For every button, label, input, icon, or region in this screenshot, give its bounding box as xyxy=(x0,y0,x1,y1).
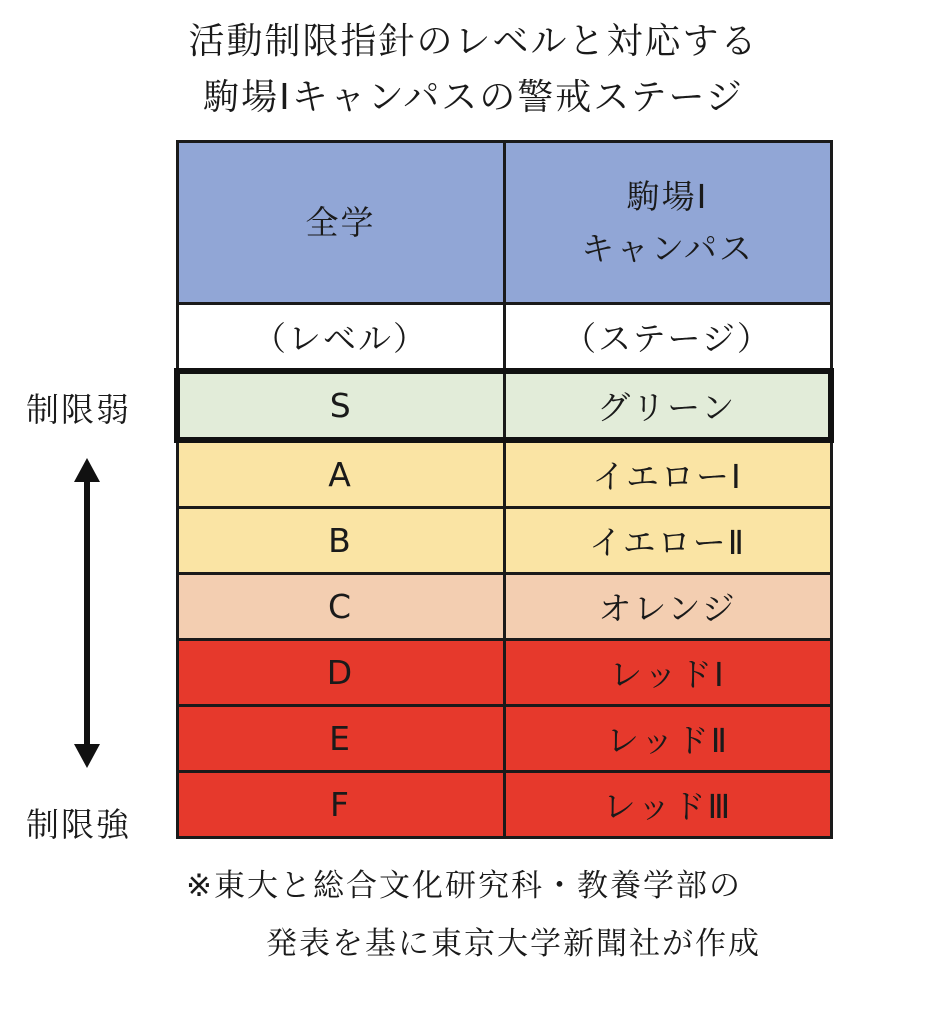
header-stage-line-2: キャンパス xyxy=(581,228,754,268)
stage-cell: レッドⅢ xyxy=(504,772,831,838)
header-level-cell: 全学 xyxy=(177,142,504,304)
table-unit-row xyxy=(177,304,831,372)
level-cell: E xyxy=(177,706,504,772)
stage-cell: レッドⅠ xyxy=(504,640,831,706)
source-note-line-2: 発表を基に東京大学新聞社が作成 xyxy=(266,926,761,962)
header-stage-cell xyxy=(504,142,831,304)
restriction-weak-label: 制限弱 xyxy=(26,390,131,429)
level-cell: C xyxy=(177,574,504,640)
table-row xyxy=(177,574,831,640)
stage-cell: イエローⅠ xyxy=(504,440,831,508)
level-cell: B xyxy=(177,508,504,574)
header-stage-line-1: 駒場Ⅰ xyxy=(626,176,709,216)
level-cell: D xyxy=(177,640,504,706)
stage-cell: イエローⅡ xyxy=(504,508,831,574)
level-cell: S xyxy=(177,371,504,440)
double-headed-vertical-arrow-icon xyxy=(70,458,104,768)
level-cell: F xyxy=(177,772,504,838)
level-cell: A xyxy=(177,440,504,508)
table-row xyxy=(177,706,831,772)
table-row xyxy=(177,371,831,440)
source-note-line-1: ※東大と総合文化研究科・教養学部の xyxy=(186,868,742,904)
level-stage-table xyxy=(174,140,834,839)
table-row xyxy=(177,440,831,508)
table-header-row xyxy=(177,142,831,304)
table-row xyxy=(177,508,831,574)
stage-cell: グリーン xyxy=(504,371,831,440)
unit-level-cell: （レベル） xyxy=(177,304,504,372)
table-row xyxy=(177,640,831,706)
title-line-2: 駒場Ⅰキャンパスの警戒ステージ xyxy=(203,77,744,118)
title-line-1: 活動制限指針のレベルと対応する xyxy=(188,21,759,62)
table-row xyxy=(177,772,831,838)
stage-cell: レッドⅡ xyxy=(504,706,831,772)
unit-stage-cell: （ステージ） xyxy=(504,304,831,372)
stage-cell: オレンジ xyxy=(504,574,831,640)
restriction-strong-label: 制限強 xyxy=(26,805,131,844)
